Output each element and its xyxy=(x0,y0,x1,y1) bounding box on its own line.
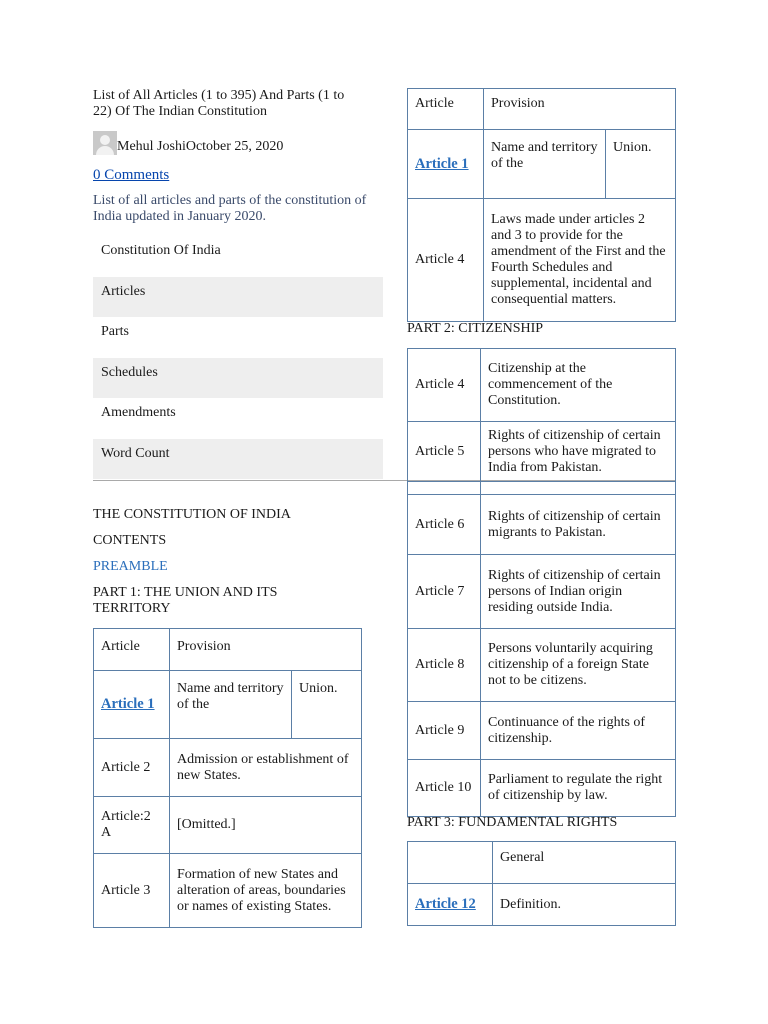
empty-cell xyxy=(408,842,493,884)
menu-item-label: Schedules xyxy=(101,365,158,380)
table-row xyxy=(408,130,676,199)
provision-cell: Union. xyxy=(292,671,362,739)
menu-item-word-count[interactable] xyxy=(93,439,383,479)
menu-item-label: Constitution Of India xyxy=(101,243,221,258)
preamble-link[interactable]: PREAMBLE xyxy=(93,559,168,574)
part3-heading: PART 3: FUNDAMENTAL RIGHTS xyxy=(407,815,618,830)
table-row xyxy=(94,797,362,854)
table-row xyxy=(408,89,676,130)
table-row xyxy=(408,495,676,555)
provision-cell: Citizenship at the commencement of the Constitution. xyxy=(481,349,676,422)
provision-cell: Laws made under articles 2 and 3 to provide for the amendment of the First and the Fourth Schedules and supplemental, incidental and consequential matters. xyxy=(484,199,676,322)
table-row xyxy=(94,671,362,739)
provision-cell: Rights of citizenship of certain migrants to Pakistan. xyxy=(481,495,676,555)
byline xyxy=(93,129,393,155)
article-1-link[interactable]: Article 1 xyxy=(415,155,469,172)
header-article: Article xyxy=(94,629,170,671)
table-row xyxy=(408,422,676,482)
article-cell: Article 6 xyxy=(408,495,481,555)
article-cell: Article 5 xyxy=(408,422,481,482)
table-row xyxy=(94,739,362,797)
article-cell xyxy=(94,671,170,739)
header-general: General xyxy=(493,842,676,884)
spacer-cell xyxy=(408,482,481,495)
article-12-link[interactable]: Article 12 xyxy=(415,896,476,912)
article-cell: Article 3 xyxy=(94,854,170,928)
page-title: List of All Articles (1 to 395) And Parts (1 to 22) Of The Indian Constitution xyxy=(93,88,345,119)
part1-heading: PART 1: THE UNION AND ITS TERRITORY xyxy=(93,585,278,616)
provision-cell: Union. xyxy=(606,130,676,199)
provision-cell: Definition. xyxy=(493,884,676,926)
article-cell: Article 2 xyxy=(94,739,170,797)
table-row xyxy=(408,702,676,760)
author-name[interactable]: Mehul Joshi xyxy=(117,139,186,154)
header-provision: Provision xyxy=(170,629,362,671)
menu-item-amendments[interactable] xyxy=(93,398,383,438)
article-cell: Article:2 A xyxy=(94,797,170,854)
menu-item-label: Amendments xyxy=(101,405,176,420)
provision-cell: Name and territory of the xyxy=(484,130,606,199)
article-summary: List of all articles and parts of the constitution of India updated in January 2020. xyxy=(93,193,367,224)
menu-item-label: Articles xyxy=(101,284,146,299)
table-row xyxy=(408,555,676,629)
right-table-1 xyxy=(407,88,676,322)
table-row xyxy=(408,629,676,702)
provision-cell: Rights of citizenship of certain persons of Indian origin residing outside India. xyxy=(481,555,676,629)
article-1-link[interactable]: Article 1 xyxy=(101,696,155,712)
header-article: Article xyxy=(408,89,484,130)
part2-table xyxy=(407,348,676,817)
table-row xyxy=(408,884,676,926)
menu-item-parts[interactable] xyxy=(93,317,383,357)
provision-cell: Admission or establishment of new States. xyxy=(170,739,362,797)
constitution-heading: THE CONSTITUTION OF INDIA xyxy=(93,507,291,522)
part1-table xyxy=(93,628,362,928)
article-cell xyxy=(408,884,493,926)
provision-cell: Parliament to regulate the right of citizenship by law. xyxy=(481,760,676,817)
article-cell: Article 7 xyxy=(408,555,481,629)
spacer-cell xyxy=(481,482,676,495)
article-cell: Article 4 xyxy=(408,349,481,422)
provision-cell: Name and territory of the xyxy=(170,671,292,739)
table-row xyxy=(408,199,676,322)
provision-cell: Continuance of the rights of citizenship. xyxy=(481,702,676,760)
contents-label: CONTENTS xyxy=(93,533,167,548)
menu-item-label: Word Count xyxy=(101,446,170,461)
article-cell: Article 9 xyxy=(408,702,481,760)
menu-item-constitution[interactable] xyxy=(93,236,383,276)
avatar xyxy=(93,131,117,155)
article-cell: Article 10 xyxy=(408,760,481,817)
provision-cell: Formation of new States and alteration of areas, boundaries or names of existing States. xyxy=(170,854,362,928)
menu-item-articles[interactable] xyxy=(93,277,383,317)
table-row xyxy=(94,854,362,928)
provision-cell: [Omitted.] xyxy=(170,797,362,854)
table-row xyxy=(408,760,676,817)
table-row xyxy=(408,482,676,495)
table-row xyxy=(94,629,362,671)
article-cell: Article 8 xyxy=(408,629,481,702)
menu-item-label: Parts xyxy=(101,324,129,339)
provision-cell: Rights of citizenship of certain persons who have migrated to India from Pakistan. xyxy=(481,422,676,482)
post-date: October 25, 2020 xyxy=(185,139,284,154)
menu-item-schedules[interactable] xyxy=(93,358,383,398)
table-row xyxy=(408,349,676,422)
part3-table xyxy=(407,841,676,926)
comments-link[interactable]: 0 Comments xyxy=(93,167,170,183)
article-cell xyxy=(408,130,484,199)
provision-cell: Persons voluntarily acquiring citizenship of a foreign State not to be citizens. xyxy=(481,629,676,702)
article-cell: Article 4 xyxy=(408,199,484,322)
header-provision: Provision xyxy=(484,89,676,130)
table-row xyxy=(408,842,676,884)
part2-heading: PART 2: CITIZENSHIP xyxy=(407,321,544,336)
